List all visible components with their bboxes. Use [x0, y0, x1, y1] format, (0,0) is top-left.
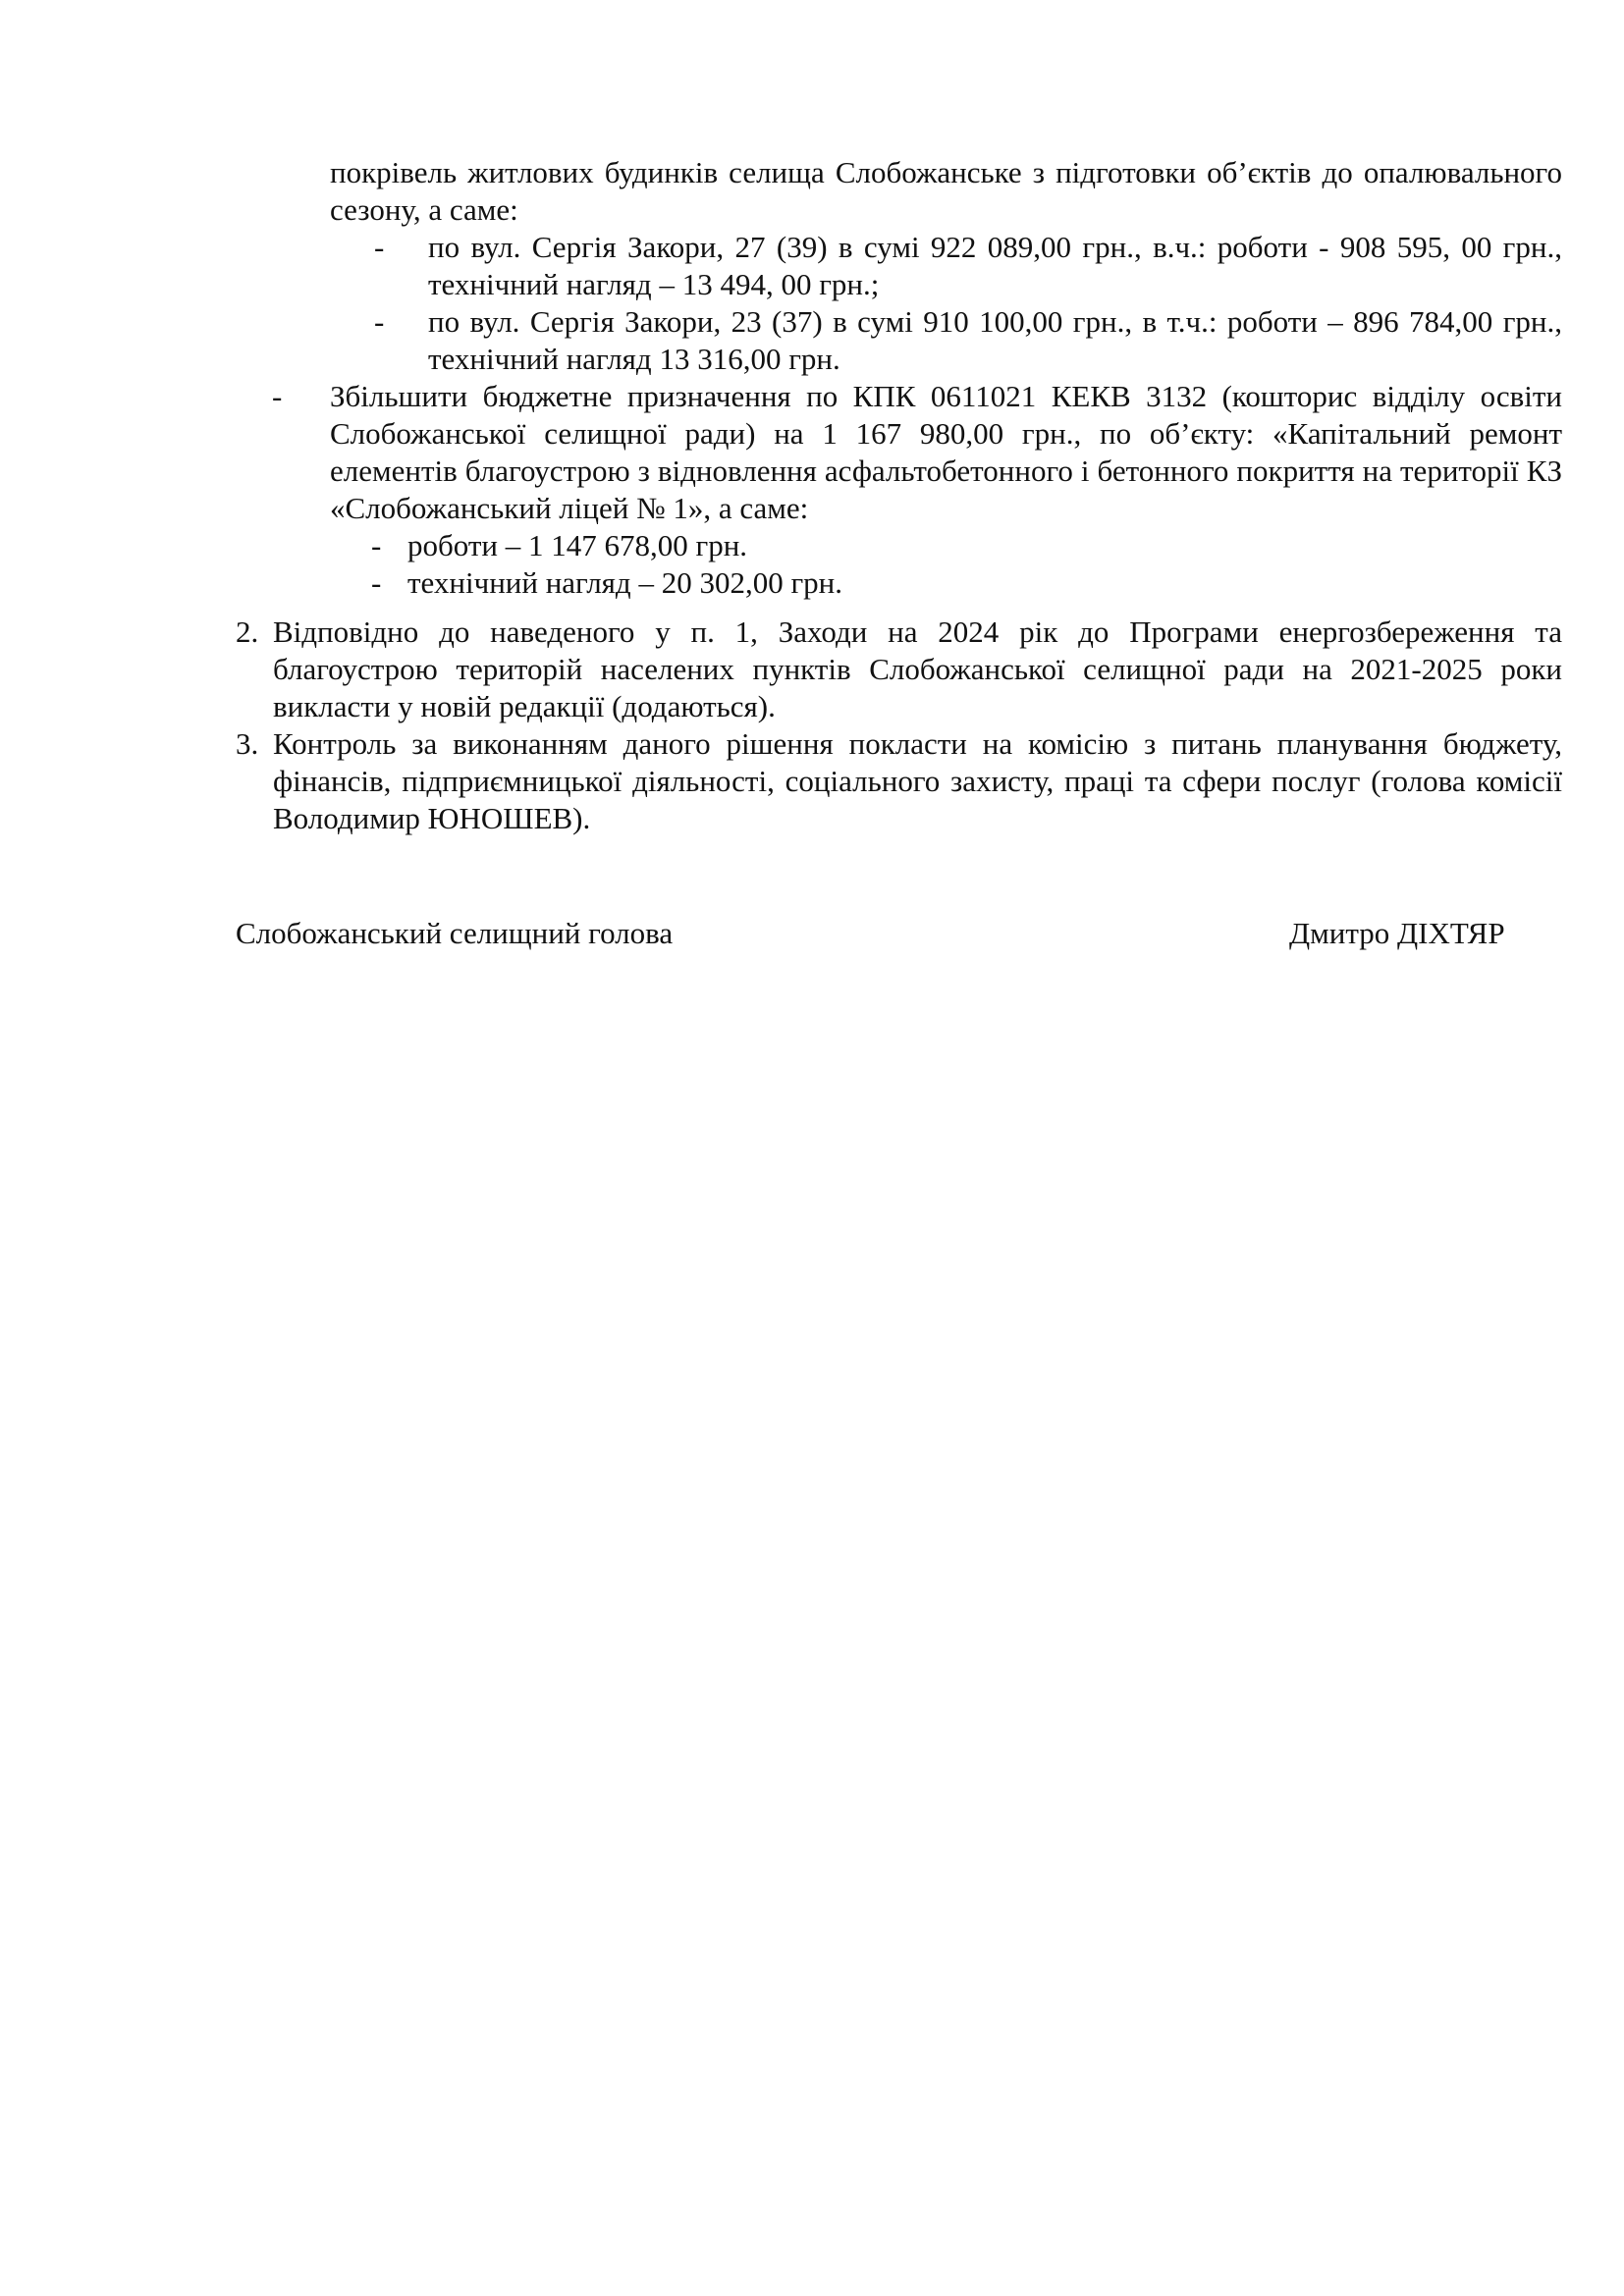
signatory-name: Дмитро ДІХТЯР	[1289, 916, 1505, 950]
increase-marker: -	[272, 379, 283, 413]
increase-subitem-2-text: технічний нагляд – 20 302,00 грн.	[407, 565, 843, 600]
address-2-marker: -	[374, 304, 385, 339]
increase-subitem-1-text: роботи – 1 147 678,00 грн.	[407, 528, 748, 562]
item-3-marker: 3.	[236, 726, 259, 761]
item-2-text: Відповідно до наведеного у п. 1, Заходи на 2024 рік до Програми енергозбереження та благоустрою територій населених пунктів Слобожанської селищної ради на 2021-2025 роки викласти у новій редакції (додаються).	[273, 614, 1562, 723]
address-1-text: по вул. Сергія Закори, 27 (39) в сумі 922 089,00 грн., в.ч.: роботи - 908 595, 00 грн., технічний нагляд – 13 494, 00 грн.;	[428, 230, 1562, 301]
increase-text: Збільшити бюджетне призначення по КПК 0611021 КЕКВ 3132 (кошторис відділу освіти Слобожанської селищної ради) на 1 167 980,00 грн., по об’єкту: «Капітальний ремонт елементів благоустрою з відновлення асфальтобетонного і бетонного покриття на території КЗ «Слобожанський ліцей № 1», а саме:	[330, 379, 1562, 525]
item-3-text: Контроль за виконанням даного рішення покласти на комісію з питань планування бюджету, фінансів, підприємницької діяльності, соціального захисту, праці та сфери послуг (голова комісії Володимир ЮНОШЕВ).	[273, 726, 1562, 835]
increase-subitem-1-marker: -	[371, 528, 382, 562]
signatory-position: Слобожанський селищний голова	[236, 916, 674, 950]
address-2-text: по вул. Сергія Закори, 23 (37) в сумі 910 100,00 грн., в т.ч.: роботи – 896 784,00 грн., технічний нагляд 13 316,00 грн.	[428, 304, 1562, 376]
address-1-marker: -	[374, 230, 385, 264]
increase-subitem-2-marker: -	[371, 565, 382, 600]
intro-continuation: покрівель житлових будинків селища Слобожанське з підготовки об’єктів до опалювального сезону, а саме:	[330, 155, 1562, 227]
item-2-marker: 2.	[236, 614, 259, 649]
